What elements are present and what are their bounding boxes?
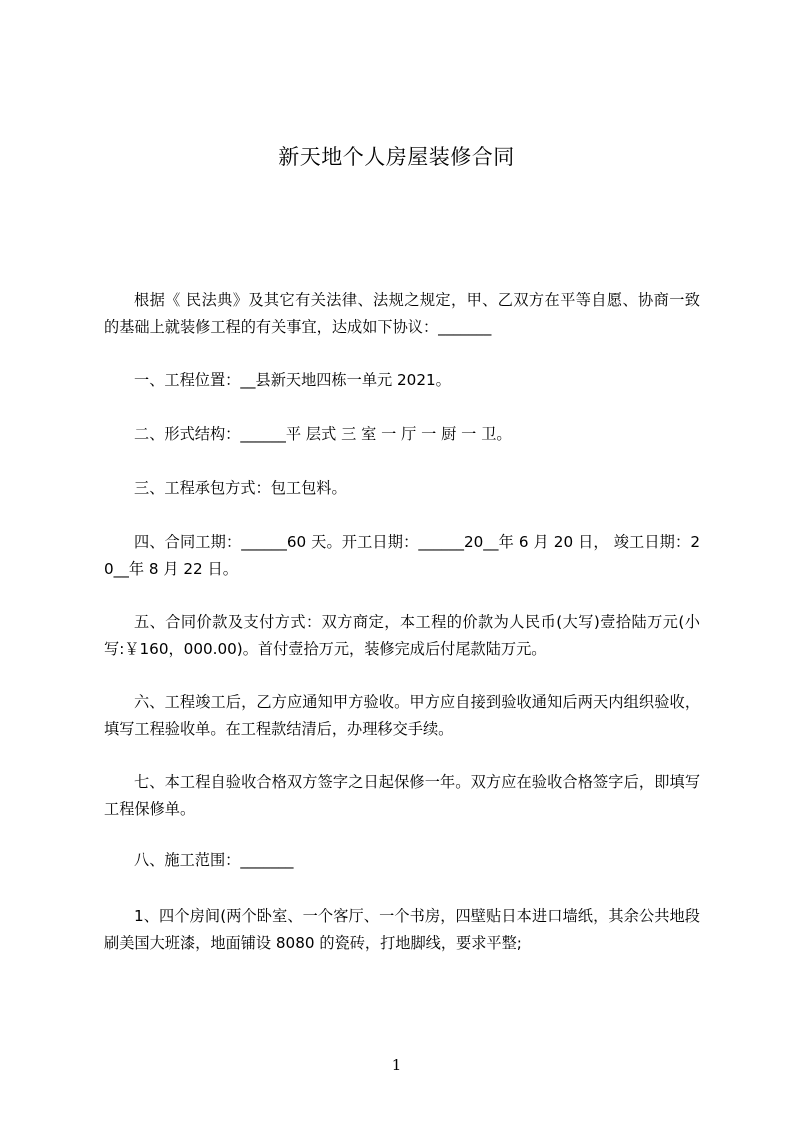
- paragraph-preamble: 根据《 民法典》及其它有关法律、法规之规定，甲、乙双方在平等自愿、协商一致的基础上就装修工程的有关事宜，达成如下协议：_______: [104, 291, 700, 336]
- page-number: 1: [391, 1056, 402, 1074]
- clause-construction-scope: 八、施工范围：_______: [134, 851, 294, 869]
- clause-acceptance: 六、工程竣工后，乙方应通知甲方验收。甲方应自接到验收通知后两天内组织验收，填写工程验收单。在工程款结清后，办理移交手续。: [104, 693, 700, 738]
- clause-structure: 二、形式结构：______平 层式 三 室 一 厅 一 厨 一 卫。: [134, 425, 512, 443]
- clause-price-payment: 五、合同价款及支付方式：双方商定，本工程的价款为人民币(大写)壹拾陆万元(小写:￥160，000.00)。首付壹拾万元，装修完成后付尾款陆万元。: [104, 613, 700, 658]
- clause-warranty: 七、本工程自验收合格双方签字之日起保修一年。双方应在验收合格签字后，即填写工程保修单。: [104, 773, 700, 818]
- scope-item-1: 1、四个房间(两个卧室、一个客厅、一个书房，四壁贴日本进口墙纸，其余公共地段刷美国大班漆，地面铺设 8080 的瓷砖，打地脚线，要求平整;: [104, 907, 700, 952]
- clause-project-location: 一、工程位置：__县新天地四栋一单元 2021。: [134, 371, 451, 389]
- clause-contract-period: 四、合同工期：______60 天。开工日期：______20__年 6 月 20 日， 竣工日期：20__年 8 月 22 日。: [104, 533, 700, 578]
- document-title: 新天地个人房屋装修合同: [278, 145, 515, 169]
- clause-contract-method: 三、工程承包方式：包工包料。: [134, 479, 347, 497]
